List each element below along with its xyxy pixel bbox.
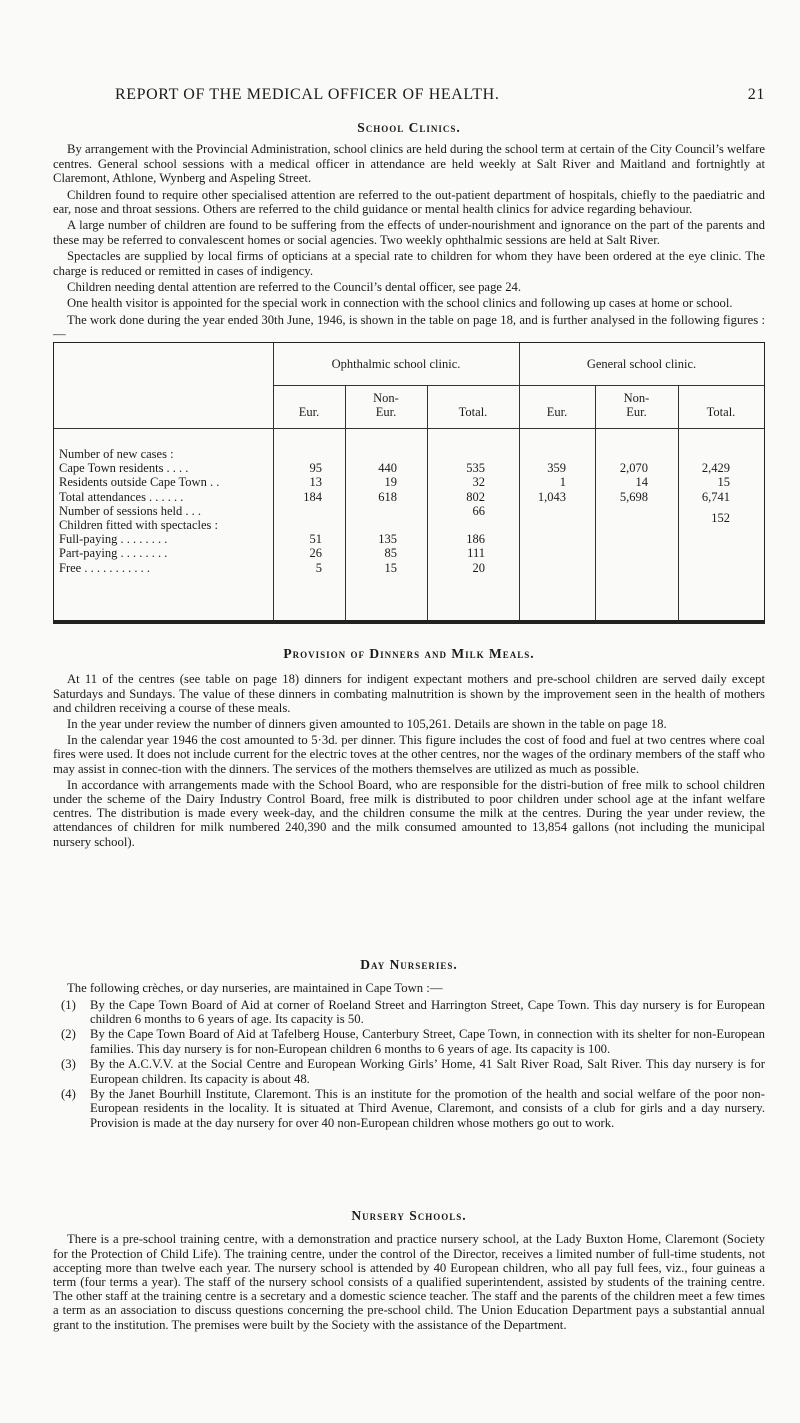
col-header: Eur.: [298, 405, 320, 419]
row-label: Cape Town residents . . . .: [59, 461, 189, 476]
table-cell: 2,429: [701, 461, 730, 476]
table-cell: 66: [472, 503, 485, 518]
list-number: (3): [61, 1057, 76, 1072]
paragraph: One health visitor is appointed for the special work in connection with the school clinics and following up cases at home or school.: [67, 296, 733, 311]
section-day-nurseries: [53, 958, 765, 1131]
table-cell: 535: [466, 461, 485, 476]
paragraph: In the calendar year 1946 the cost amounted to 5·3d. per dinner. This figure includes the cost of food and fuel at two centres where coal fires were used. It does not include current for the electric toves at the other centres, nor the wages of the ordinary members of the staff who may assist in connec-tion with the dinners. The services of the mothers themselves are utilized as much as possible.: [53, 733, 765, 776]
paragraph: The work done during the year ended 30th June, 1946, is shown in the table on page 18, and is further analysed in the following figures :—: [53, 312, 765, 342]
table-rule: [54, 428, 764, 429]
table-cell: 440: [378, 461, 397, 476]
table-cell: 85: [384, 546, 397, 561]
section-heading: Day Nurseries.: [360, 957, 458, 972]
col-header: Eur.: [546, 405, 568, 419]
list-text: By the Cape Town Board of Aid at corner of Roeland Street and Harrington Street, Cape Town. This day nursery is for European children 6 months to 6 years of age. Its capacity is 50.: [90, 997, 765, 1027]
paragraph: By arrangement with the Provincial Administration, school clinics are held during the school term at certain of the City Council’s welfare centres. General school sessions with a medical officer in attendance are held weekly at Salt River and Maitland and fortnightly at Claremont, Athlone, Wynberg and Aspeling Street.: [53, 142, 765, 186]
paragraph: Spectacles are supplied by local firms of opticians at a special rate to children for whom they have been ordered at the eye clinic. The charge is reduced or remitted in cases of indigency.: [53, 249, 765, 278]
table-cell: 135: [378, 532, 397, 547]
clinic-statistics-table: [53, 342, 765, 624]
list-item: [53, 1027, 765, 1056]
table-cell: 111: [467, 546, 485, 561]
col-header: Total.: [458, 405, 488, 419]
table-rule: [678, 385, 679, 620]
running-head-title: REPORT OF THE MEDICAL OFFICER OF HEALTH.: [115, 86, 500, 103]
table-cell: 32: [472, 475, 485, 490]
table-cell: 20: [472, 560, 485, 575]
table-cell: 1: [559, 475, 566, 490]
table-cell: 26: [309, 546, 322, 561]
list-item: [53, 998, 765, 1027]
paragraph: The following crèches, or day nurseries, are maintained in Cape Town :—: [67, 981, 443, 996]
list-text: By the Cape Town Board of Aid at Tafelberg House, Canterbury Street, Cape Town, in connection with its shelter for non-European families. This day nursery is for non-European children 6 months to 6 years of age. Its capacity is 100.: [90, 1027, 765, 1056]
table-cell: 51: [309, 532, 322, 547]
list-item: [53, 1057, 765, 1086]
paragraph: At 11 of the centres (see table on page 18) dinners for indigent expectant mothers and pre-school children are served daily except Saturdays and Sundays. The value of these dinners in combating malnutrition is shown by the improvement seen in the health of mothers and children receiving a course of these meals.: [53, 672, 765, 715]
table-cell: 13: [309, 475, 322, 490]
table-rule: [519, 343, 520, 620]
table-rule: [427, 385, 428, 620]
table-cell: 95: [309, 461, 322, 476]
row-label: Children fitted with spectacles :: [59, 518, 218, 532]
row-label: Total attendances . . . . . .: [59, 489, 184, 504]
list-item: [53, 1087, 765, 1130]
section-school-clinics: [53, 121, 765, 344]
table-cell: 14: [635, 475, 648, 490]
table-cell: 15: [717, 475, 730, 490]
section-heading: Provision of Dinners and Milk Meals.: [283, 646, 535, 661]
group-header-ophthalmic: Ophthalmic school clinic.: [331, 357, 461, 371]
page-number: 21: [747, 86, 765, 103]
table-cell: 15: [384, 560, 397, 575]
list-number: (2): [61, 1027, 76, 1042]
paragraph: Children found to require other specialised attention are referred to the out-patient department of hospitals, chiefly to the paediatric and ear, nose and throat sessions. Others are referred to the child guidance or mental health clinics for advice regarding behaviour.: [53, 187, 765, 217]
table-cell: 1,043: [537, 489, 566, 504]
table-rule: [345, 385, 346, 620]
row-label: Free . . . . . . . . . . .: [59, 560, 150, 575]
table-cell: 618: [378, 489, 397, 504]
row-label: Part-paying . . . . . . . .: [59, 546, 168, 561]
table-cell: 5: [315, 560, 322, 575]
table-cell: 802: [466, 489, 485, 504]
table-cell: 2,070: [619, 461, 648, 476]
paragraph: In the year under review the number of dinners given amounted to 105,261. Details are shown in the table on page 18.: [67, 717, 667, 732]
col-header: Total.: [706, 405, 736, 419]
section-heading: School Clinics.: [357, 120, 461, 135]
group-header-general: General school clinic.: [586, 357, 697, 371]
col-header: Non- Eur.: [623, 391, 650, 419]
table-cell: 5,698: [619, 489, 648, 504]
row-label: Full-paying . . . . . . . .: [59, 532, 168, 547]
table-cell: 186: [466, 532, 485, 547]
section-nursery-schools: [53, 1209, 765, 1334]
row-label: Number of sessions held . . .: [59, 503, 201, 518]
table-cell: 184: [303, 489, 322, 504]
row-label: Residents outside Cape Town . .: [59, 475, 220, 490]
table-rule: [595, 385, 596, 620]
table-cell: 359: [547, 461, 566, 476]
section-dinners: [53, 647, 765, 851]
table-cell: 19: [384, 475, 397, 490]
paragraph: A large number of children are found to be suffering from the effects of under-nourishment and ignorance on the part of the parents and these may be referred to convalescent homes or social agencies. Two weekly ophthalmic sessions are held at Salt River.: [53, 218, 765, 247]
list-text: By the Janet Bourhill Institute, Claremont. This is an institute for the promotion of the health and social welfare of the poor non-European residents in the locality. It is situated at Third Avenue, Claremont, and consists of a club for girls and a day nursery. Provision is made at the day nursery for over 40 non-European children whose mothers go out to work.: [90, 1087, 765, 1130]
paragraph: In accordance with arrangements made with the School Board, who are responsible for the distri-bution of free milk to school children under the scheme of the Dairy Industry Control Board, free milk is distributed to poor children under school age at the infant welfare centres. The distribution is made every week-day, and the children consume the milk at the centres. During the year under review, the attendances of children for milk numbered 240,390 and the milk consumed amounted to 13,854 gallons (not including the municipal nursery school).: [53, 777, 765, 849]
list-text: By the A.C.V.V. at the Social Centre and European Working Girls’ Home, 41 Salt River Road, Salt River. This day nursery is for European children. Its capacity is about 48.: [90, 1057, 765, 1086]
table-cell: 6,741: [701, 489, 730, 504]
list-number: (4): [61, 1087, 76, 1102]
table-rule: [273, 343, 274, 620]
row-label: Number of new cases :: [59, 447, 174, 461]
col-header: Non- Eur.: [373, 391, 399, 419]
list-number: (1): [61, 997, 76, 1012]
paragraph: Children needing dental attention are referred to the Council’s dental officer, see page 24.: [67, 280, 522, 295]
paragraph: There is a pre-school training centre, with a demonstration and practice nursery school, at the Lady Buxton Home, Claremont (Society for the Protection of Child Life). The training centre, under the control of the Director, receives a limited number of full-time students, not accepting more than twelve each year. The nursery school is attended by 40 European children, who all pay full fees, viz., four guineas a term (four terms a year). The staff of the nursery school consists of a qualified superintendent, assisted by students of the training centre. The other staff at the training centre is a secretary and a domestic science teacher. The staff and the parents of the children meet a few times a term as an association to discuss questions concerning the pre-school child. The Union Education Department pays a substantial annual grant to the institution. The premises were built by the Society with the assistance of the Department.: [53, 1232, 765, 1332]
section-heading: Nursery Schools.: [351, 1208, 467, 1223]
table-cell: 152: [711, 510, 730, 525]
